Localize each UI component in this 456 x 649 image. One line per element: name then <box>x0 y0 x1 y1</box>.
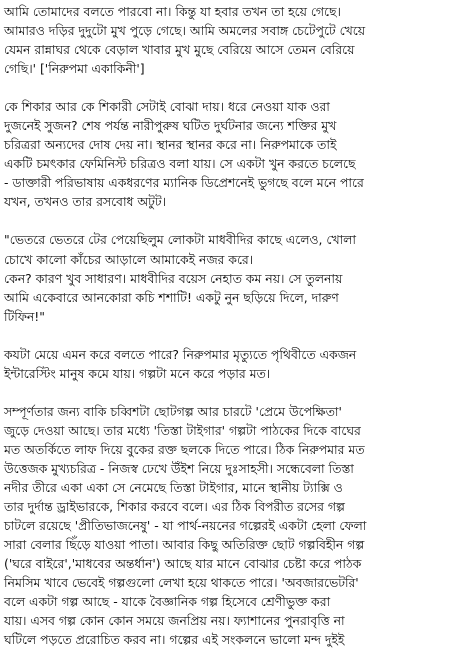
text-line: চরিত্ররা অন্যদের দোষ দেয় না। স্থানর স্থানর করে না। নিরুপমাকে তাই <box>4 137 337 153</box>
paragraph-5 <box>4 402 452 649</box>
text-line: গেছি।' ['নিরুপমা একাকিনী'] <box>4 61 145 77</box>
paragraph-spacer <box>4 383 452 402</box>
text-line: বলে একটা গল্প আছে - যাকে বৈজ্ঞানিক গল্প হিসেবে শ্রেণীভুক্ত করা <box>4 594 331 610</box>
text-line: ('ঘরে বাইরে','মাধবের অন্তর্ধান') আছে যার মানে বোঝার চেষ্টা করে পাঠক <box>4 556 362 572</box>
text-line: ইন্টারেস্টিং মানুষ কমে যায়। গল্পটা মনে করে পড়ার মত। <box>4 365 271 381</box>
paragraph-spacer <box>4 211 452 230</box>
paragraph-spacer <box>4 78 452 97</box>
text-line: নিমসিম খাবে ভেবেই গল্পগুলো লেখা হয়ে থাকতে পারে। 'অবজারভেটরি' <box>4 575 359 591</box>
text-line: উত্তেজক মুখ্যচরিত্র - নিজস্ব ঢেখে উঁইশ নিয়ে দুঃসাহসী। সন্ধেবেলা তিস্তা <box>4 460 354 476</box>
text-line: মত অতর্কিতে লাফ দিয়ে বুকের রক্ত ছলকে দিতে পারে। ঠিক নিরুপমার মত <box>4 441 365 457</box>
text-line: সারা বেলার ছিঁড়ে যাওয়া পাতা। আবার কিছু অতিরিক্ত ছোট গল্পবিহীন গল্প <box>4 537 365 553</box>
text-line: কেন? কারণ খুব সাধারণ। মাধবীদির বয়েস নেহাত কম নয়। সে তুলনায় <box>4 270 343 286</box>
text-line: টিফিন!" <box>4 308 45 324</box>
text-line: দুজনেই সুজন? শেষ পর্যন্ত নারীপুরুষ ঘটিত দুর্ঘটনার জন্যে শক্তির মুখ <box>4 118 337 134</box>
paragraph-1 <box>4 2 452 78</box>
text-line: যায়। এসব গল্প কোন কোন সময়ে জনপ্রিয় নয়। ফ্যাশানের পুনরাবৃত্তি না <box>4 613 345 629</box>
text-line: চাটলে রয়েছে 'প্রীতিভাজনেষু' - যা পার্থ-নয়নের গল্পেরই একটা হেলা ফেলা <box>4 518 367 534</box>
paragraph-4 <box>4 345 452 383</box>
paragraph-spacer <box>4 326 452 345</box>
text-line: যেমন রান্নাঘর থেকে বেড়াল খাবার মুখ মুছে বেরিয়ে আসে তেমন বেরিয়ে <box>4 42 355 58</box>
text-line: সম্পূর্ণতার জন্য বাকি চব্বিশটা ছোটগল্প আর চারটে 'প্রেমে উপেক্ষিতা' <box>4 403 342 419</box>
text-line: নদীর তীরে একা একা সে নেমেছে তিস্তা টাইগার, মানে স্থানীয় ট্যাক্সি ও <box>4 479 343 495</box>
text-line: - ডাক্তারী পরিভাষায় একধরণের ম্যানিক ডিপ্রেশনেই ভুগছে বলে মনে পারে <box>4 175 364 191</box>
text-line: আমারও দড়ির দুদুটো মুখ পুড়ে গেছে। আমি অমলের সবাঙ্গ চেটেপুটে খেয়ে <box>4 23 366 39</box>
text-line: কে শিকার আর কে শিকারী সেটাই বোঝা দায়। ধরে নেওয়া যাক ওরা <box>4 99 330 115</box>
text-line: জুড়ে দেওয়া আছে। তার মধ্যে 'তিস্তা টাইগার' গল্পটা পাঠকের দিকে বাঘের <box>4 422 361 438</box>
paragraph-3-quote <box>4 230 452 325</box>
text-line: "ভেতরে ভেতরে টের পেয়েছিলুম লোকটা মাধবীদির কাছে এলেও, খোলা <box>4 232 357 248</box>
paragraph-2 <box>4 97 452 211</box>
text-line: আমি একেবারে আনকোরা কচি শশাটি! একটু নুন ছড়িয়ে দিলে, দারুণ <box>4 289 339 305</box>
text-line: তার দুর্দান্ত ড্রাইভারকে, শিকার করবে বলে। এর ঠিক বিপরীত রসের গল্প <box>4 499 345 515</box>
text-line: একটি চমৎকার ফেমিনিস্ট চরিত্রও বলা যায়। সে একটা খুন করতে চলেছে <box>4 156 356 172</box>
text-line: কযটা মেয়ে এমন করে বলতে পারে? নিরুপমার মৃত্যুতে পৃথিবীতে একজন <box>4 346 357 362</box>
text-line: চোখে কালো কাঁচের আড়ালে আমাকেই নজর করে। <box>4 251 254 267</box>
text-line: আমি তোমাদের বলতে পারবো না। কিন্তু যা হবার তখন তা হয়ে গেছে। <box>4 4 341 19</box>
text-line: যখন, তখনও তার রসবোধ অটুট। <box>4 194 167 210</box>
text-line: ঘটিলে পড়তে প্ররোচিত করব না। গল্পের এই সংকলনে ভালো মন্দ দুইই <box>4 632 345 648</box>
